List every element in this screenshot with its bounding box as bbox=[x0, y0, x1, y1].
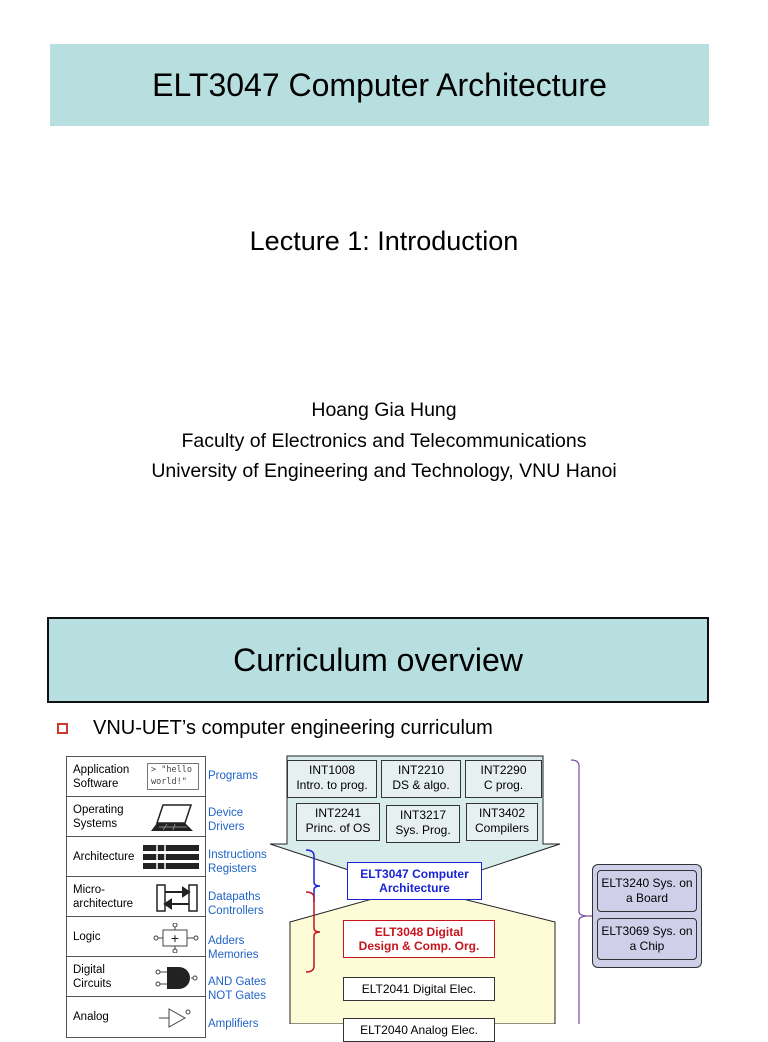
course-elt2041: ELT2041 Digital Elec. bbox=[343, 977, 495, 1001]
abstraction-label: Architecture bbox=[73, 851, 135, 863]
abstraction-label: Micro-architecture bbox=[73, 884, 134, 910]
course-int3217 bbox=[386, 805, 460, 843]
course-code: INT3217 bbox=[399, 808, 447, 822]
author-name: Hoang Gia Hung bbox=[311, 399, 457, 421]
level-desc: Instructions Registers bbox=[208, 849, 267, 875]
course-int2241 bbox=[296, 803, 380, 841]
instruction-bars-icon bbox=[143, 843, 199, 871]
hello-world-box: > "hello world!" bbox=[147, 763, 199, 790]
abstraction-row bbox=[67, 797, 205, 837]
course-int1008 bbox=[287, 760, 377, 798]
abstraction-row bbox=[67, 837, 205, 877]
adder-icon bbox=[153, 923, 199, 953]
abstraction-row bbox=[67, 997, 205, 1037]
level-desc: Adders Memories bbox=[208, 935, 259, 961]
course-code: INT1008 bbox=[308, 763, 356, 777]
and-gate-icon bbox=[155, 963, 199, 993]
level-desc: Datapaths Controllers bbox=[208, 891, 264, 917]
abstraction-label: Operating Systems bbox=[73, 804, 124, 830]
course-name: DS & algo. bbox=[392, 778, 450, 792]
abstraction-label: Digital Circuits bbox=[73, 964, 112, 990]
level-desc: Amplifiers bbox=[208, 1018, 259, 1030]
abstraction-row bbox=[67, 877, 205, 917]
datapath-icon bbox=[155, 883, 199, 913]
amplifier-icon bbox=[155, 1003, 199, 1033]
course-name: Compilers bbox=[474, 821, 529, 835]
course-int3402 bbox=[466, 803, 538, 841]
laptop-icon bbox=[149, 803, 199, 833]
course-name: Intro. to prog. bbox=[296, 778, 368, 792]
slide1-subtitle: Lecture 1: Introduction bbox=[249, 226, 519, 256]
course-elt3240: ELT3240 Sys. on a Board bbox=[597, 870, 697, 912]
level-desc: AND Gates NOT Gates bbox=[208, 976, 267, 1002]
abstraction-label: Logic bbox=[73, 931, 101, 943]
abstraction-label: Application Software bbox=[73, 764, 130, 790]
course-elt3048: ELT3048 Digital Design & Comp. Org. bbox=[343, 920, 495, 958]
abstraction-row bbox=[67, 957, 205, 997]
square-bullet-icon bbox=[57, 723, 68, 734]
course-int2210 bbox=[381, 760, 461, 798]
course-int2290 bbox=[465, 760, 542, 798]
slide2-title: Curriculum overview bbox=[47, 617, 709, 703]
course-elt3047: ELT3047 Computer Architecture bbox=[347, 862, 482, 900]
course-name: C prog. bbox=[483, 778, 524, 792]
abstraction-row bbox=[67, 917, 205, 957]
svg-text:+: + bbox=[170, 932, 180, 945]
slide1-title: ELT3047 Computer Architecture bbox=[50, 44, 709, 126]
bullet-text: VNU-UET’s computer engineering curriculum bbox=[93, 717, 493, 739]
abstraction-row bbox=[67, 757, 205, 797]
course-name: Princ. of OS bbox=[305, 821, 371, 835]
course-code: INT2290 bbox=[480, 763, 527, 777]
course-name: Sys. Prog. bbox=[395, 823, 451, 837]
course-elt3069: ELT3069 Sys. on a Chip bbox=[597, 918, 697, 960]
abstraction-table bbox=[66, 756, 206, 1038]
level-desc: Programs bbox=[208, 770, 258, 782]
author-university: University of Engineering and Technology, VNU Hanoi bbox=[151, 460, 617, 482]
course-code: INT2241 bbox=[314, 806, 362, 820]
course-code: INT2210 bbox=[397, 763, 445, 777]
author-faculty: Faculty of Electronics and Telecommunications bbox=[181, 430, 587, 452]
abstraction-label: Analog bbox=[73, 1011, 109, 1023]
course-elt2040: ELT2040 Analog Elec. bbox=[343, 1018, 495, 1042]
course-code: INT3402 bbox=[478, 806, 526, 820]
level-desc: Device Drivers bbox=[208, 807, 245, 833]
